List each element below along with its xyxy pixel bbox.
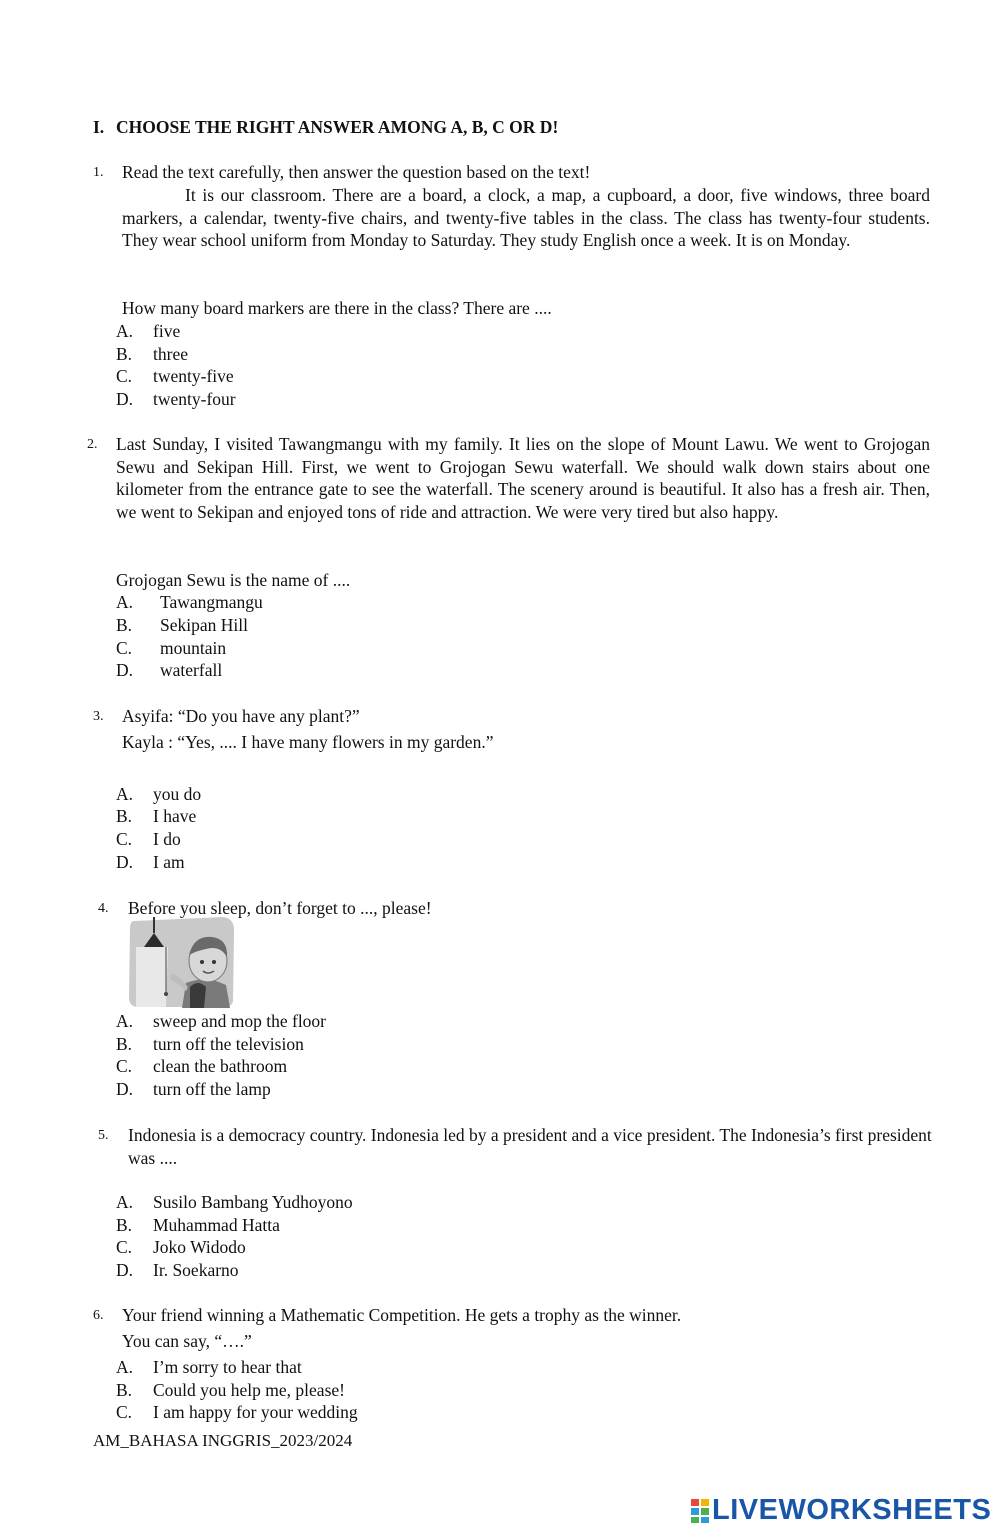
q5-option-a[interactable] (116, 1191, 353, 1214)
q3-option-c[interactable] (116, 828, 181, 851)
option-letter: A. (116, 592, 134, 612)
q6-question-line-1: Your friend winning a Mathematic Competition. He gets a trophy as the winner. (122, 1305, 682, 1325)
q4-option-d[interactable] (116, 1078, 271, 1101)
boy-eye (212, 960, 216, 964)
q2-option-c[interactable] (116, 637, 226, 660)
option-letter: A. (116, 1357, 134, 1377)
q2-option-b[interactable] (116, 614, 248, 637)
q1-question: How many board markers are there in the class? There are .... (122, 298, 552, 318)
option-text: I am happy for your wedding (153, 1402, 358, 1422)
option-letter: C. (116, 1402, 133, 1422)
question-number-3: 3. (93, 709, 104, 724)
q2-option-d[interactable] (116, 659, 222, 682)
option-text: five (153, 321, 181, 341)
option-letter: B. (116, 806, 133, 826)
q1-option-c[interactable] (116, 365, 234, 388)
question-number-1: 1. (93, 165, 104, 180)
option-text: twenty-four (153, 389, 236, 409)
q1-passage: It is our classroom. There are a board, a clock, a map, a cupboard, a door, five windows, three board markers, a calendar, twenty-five chairs, and twenty-five tables in the class. The class has twenty-four students. They wear school uniform from Monday to Saturday. They study English once a week. It is on Monday. (122, 185, 930, 251)
option-letter: C. (116, 1237, 133, 1257)
q6-question-line-2: You can say, “….” (122, 1331, 252, 1351)
option-letter: C. (116, 829, 133, 849)
option-letter: A. (116, 784, 134, 804)
q5-option-c[interactable] (116, 1236, 246, 1259)
option-text: I do (153, 829, 181, 849)
liveworksheets-brand[interactable] (690, 1494, 991, 1527)
question-number-6: 6. (93, 1308, 104, 1323)
question-number-5: 5. (98, 1128, 109, 1143)
liveworksheets-logo-icon (690, 1498, 710, 1524)
light-glow (136, 947, 168, 1007)
option-text: sweep and mop the floor (153, 1011, 327, 1031)
q1-instruction: Read the text carefully, then answer the question based on the text! (122, 162, 591, 182)
q6-option-a[interactable] (116, 1356, 302, 1379)
option-letter: B. (116, 1034, 133, 1054)
option-text: turn off the lamp (153, 1079, 271, 1099)
q2-passage: Last Sunday, I visited Tawangmangu with my family. It lies on the slope of Mount Lawu. We went to Grojogan Sewu and Sekipan Hill. First, we went to Grojogan Sewu waterfall. We should walk down stairs about one kilometer from the entrance gate to see the waterfall. The scenery around is beautiful. It also has a fresh air. Then, we went to Sekipan and enjoyed tons of ride and attraction. We were very tired but also happy. (116, 434, 930, 522)
q2-option-a[interactable] (116, 591, 263, 614)
q5-question: Indonesia is a democracy country. Indonesia led by a president and a vice president. The Indonesia’s first president was .... (128, 1125, 932, 1168)
option-text: clean the bathroom (153, 1056, 288, 1076)
q5-option-d[interactable] (116, 1259, 239, 1282)
q6-option-c[interactable] (116, 1401, 358, 1424)
option-letter: D. (116, 660, 134, 680)
option-text: Tawangmangu (160, 592, 263, 612)
option-letter: A. (116, 321, 134, 341)
option-text: mountain (160, 638, 227, 658)
section-numeral: I. (93, 117, 105, 137)
q3-dialog-line-2: Kayla : “Yes, .... I have many flowers in my garden.” (122, 732, 494, 752)
q4-option-c[interactable] (116, 1055, 287, 1078)
option-letter: D. (116, 389, 134, 409)
option-letter: D. (116, 1079, 134, 1099)
option-text: twenty-five (153, 366, 234, 386)
option-letter: C. (116, 366, 133, 386)
option-text: Sekipan Hill (160, 615, 248, 635)
question-number-4: 4. (98, 901, 109, 916)
option-text: three (153, 344, 188, 364)
q4-option-a[interactable] (116, 1010, 326, 1033)
option-letter: B. (116, 615, 133, 635)
boy-vest (190, 983, 206, 1008)
liveworksheets-wordmark: LIVEWORKSHEETS (712, 1494, 992, 1526)
option-letter: B. (116, 1215, 133, 1235)
option-text: I’m sorry to hear that (153, 1357, 302, 1377)
option-text: I have (153, 806, 197, 826)
q4-question: Before you sleep, don’t forget to ..., please! (128, 898, 432, 918)
option-text: Ir. Soekarno (153, 1260, 239, 1280)
q2-question: Grojogan Sewu is the name of .... (116, 570, 351, 590)
q3-dialog-line-1: Asyifa: “Do you have any plant?” (122, 706, 360, 726)
option-text: Susilo Bambang Yudhoyono (153, 1192, 353, 1212)
option-letter: B. (116, 1380, 133, 1400)
q1-option-a[interactable] (116, 320, 180, 343)
q3-option-a[interactable] (116, 783, 201, 806)
option-text: waterfall (160, 660, 223, 680)
option-letter: A. (116, 1192, 134, 1212)
option-text: Joko Widodo (153, 1237, 246, 1257)
option-text: you do (153, 784, 202, 804)
section-title: CHOOSE THE RIGHT ANSWER AMONG A, B, C OR D! (116, 117, 559, 137)
option-text: Could you help me, please! (153, 1380, 345, 1400)
q1-option-d[interactable] (116, 388, 236, 411)
q3-option-b[interactable] (116, 805, 196, 828)
q1-option-b[interactable] (116, 343, 188, 366)
boy-eye (200, 960, 204, 964)
pull-knob (164, 992, 168, 996)
q3-option-d[interactable] (116, 851, 185, 874)
option-letter: C. (116, 638, 133, 658)
option-letter: B. (116, 344, 133, 364)
footer-code: AM_BAHASA INGGRIS_2023/2024 (93, 1431, 353, 1450)
boy-switching-off-lamp-illustration (128, 917, 235, 1008)
q5-option-b[interactable] (116, 1214, 280, 1237)
option-letter: D. (116, 852, 134, 872)
option-text: Muhammad Hatta (153, 1215, 280, 1235)
option-text: I am (153, 852, 185, 872)
option-letter: D. (116, 1260, 134, 1280)
option-text: turn off the television (153, 1034, 304, 1054)
option-letter: C. (116, 1056, 133, 1076)
question-number-2: 2. (87, 437, 98, 452)
q6-option-b[interactable] (116, 1379, 345, 1402)
boy-shirt (182, 979, 230, 1008)
q4-option-b[interactable] (116, 1033, 304, 1056)
option-letter: A. (116, 1011, 134, 1031)
